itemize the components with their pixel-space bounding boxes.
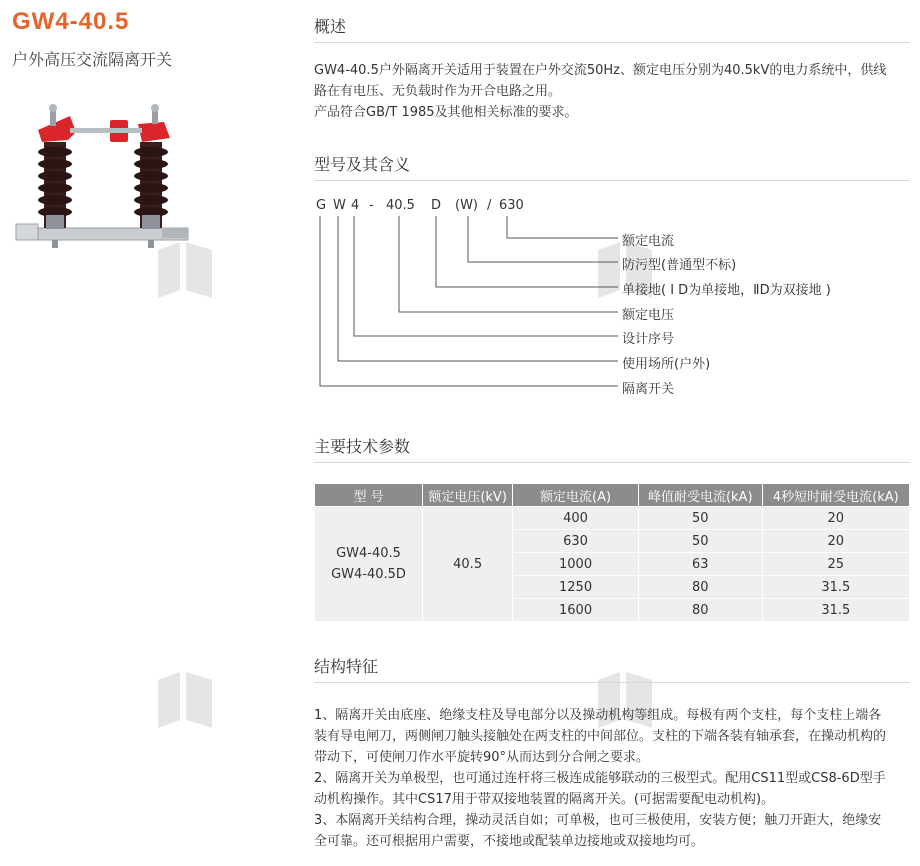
model-cell [315,507,423,622]
feature-line: 装有导电闸刀，两侧闸刀触头接触处在两支柱的中间部位。支柱的下端各装有轴承套，在操动机构的 [314,729,887,744]
table-row [315,507,910,530]
model-leader-lines [0,0,920,420]
table-cell: 20 [762,530,909,553]
features-text [314,705,910,852]
params-heading: 主要技术参数 [314,437,411,456]
column-header: 型 号 [315,484,423,507]
feature-line: 2、隔离开关为单极型，也可通过连杆将三极连成能够联动的三极型式。配用CS11型或CS8-6D型手 [314,771,886,786]
code-char: (W) [455,198,478,213]
overview-heading: 概述 [314,17,347,36]
model-name: GW4-40.5D [331,567,406,582]
params-table [314,483,910,622]
code-char: 630 [499,198,524,213]
table-cell: 31.5 [762,576,909,599]
features-heading: 结构特征 [314,657,379,676]
feature-line: 带动下，可使闸刀作水平旋转90°从而达到分合闸之要求。 [314,750,650,765]
code-char: G [316,198,327,213]
table-cell: 400 [513,507,639,530]
table-cell: 20 [762,507,909,530]
model-meaning-heading: 型号及其含义 [314,155,411,174]
divider [314,462,910,463]
overview-line: GW4-40.5户外隔离开关适用于装置在户外交流50Hz、额定电压分别为40.5kV的电力系统中，供线 [314,63,887,78]
column-header: 额定电流(A) [513,484,639,507]
table-cell: 1000 [513,553,639,576]
meaning-item: 隔离开关 [622,382,675,397]
feature-line: 1、隔离开关由底座、绝缘支柱及导电部分以及操动机构等组成。每极有两个支柱，每个支柱上端各 [314,708,882,723]
table-cell: 80 [638,599,762,622]
meaning-item: 额定电压 [622,308,675,323]
code-char: 40.5 [386,198,415,213]
meaning-item: 单接地( I D为单接地，ⅡD为双接地 ) [622,283,831,298]
column-header: 4秒短时耐受电流(kA) [762,484,909,507]
table-cell: 50 [638,507,762,530]
watermark-logo [150,670,220,730]
table-header-row [315,484,910,507]
meaning-item: 使用场所(户外) [622,357,711,372]
overview-line: 产品符合GB/T 1985及其他相关标准的要求。 [314,105,578,120]
meaning-item: 设计序号 [622,332,675,347]
table-cell: 31.5 [762,599,909,622]
code-char: W [333,198,346,213]
table-cell: 1250 [513,576,639,599]
model-name: GW4-40.5 [336,546,401,561]
product-title: GW4-40.5 [12,8,130,35]
feature-line: 3、本隔离开关结构合理，操动灵活自如；可单极，也可三极使用，安装方便；触刀开距大，绝缘安 [314,813,882,828]
table-cell: 630 [513,530,639,553]
code-char: D [431,198,442,213]
divider [314,682,910,683]
voltage-cell: 40.5 [423,507,513,622]
overview-line: 路在有电压、无负载时作为开合电路之用。 [314,84,562,99]
meaning-item: 额定电流 [622,234,675,249]
code-char: 4 [351,198,360,213]
column-header: 额定电压(kV) [423,484,513,507]
product-subtitle: 户外高压交流隔离开关 [12,50,173,69]
code-char: / [487,198,492,213]
code-char: - [369,198,374,213]
table-cell: 1600 [513,599,639,622]
feature-line: 动机构操作。其中CS17用于带双接地装置的隔离开关。(可据需要配电动机构)。 [314,792,775,807]
table-cell: 25 [762,553,909,576]
column-header: 峰值耐受电流(kA) [638,484,762,507]
table-cell: 50 [638,530,762,553]
meaning-item: 防污型(普通型不标) [622,258,737,273]
table-cell: 80 [638,576,762,599]
table-cell: 63 [638,553,762,576]
feature-line: 全可靠。还可根据用户需要，不接地或配装单边接地或双接地均可。 [314,834,705,849]
